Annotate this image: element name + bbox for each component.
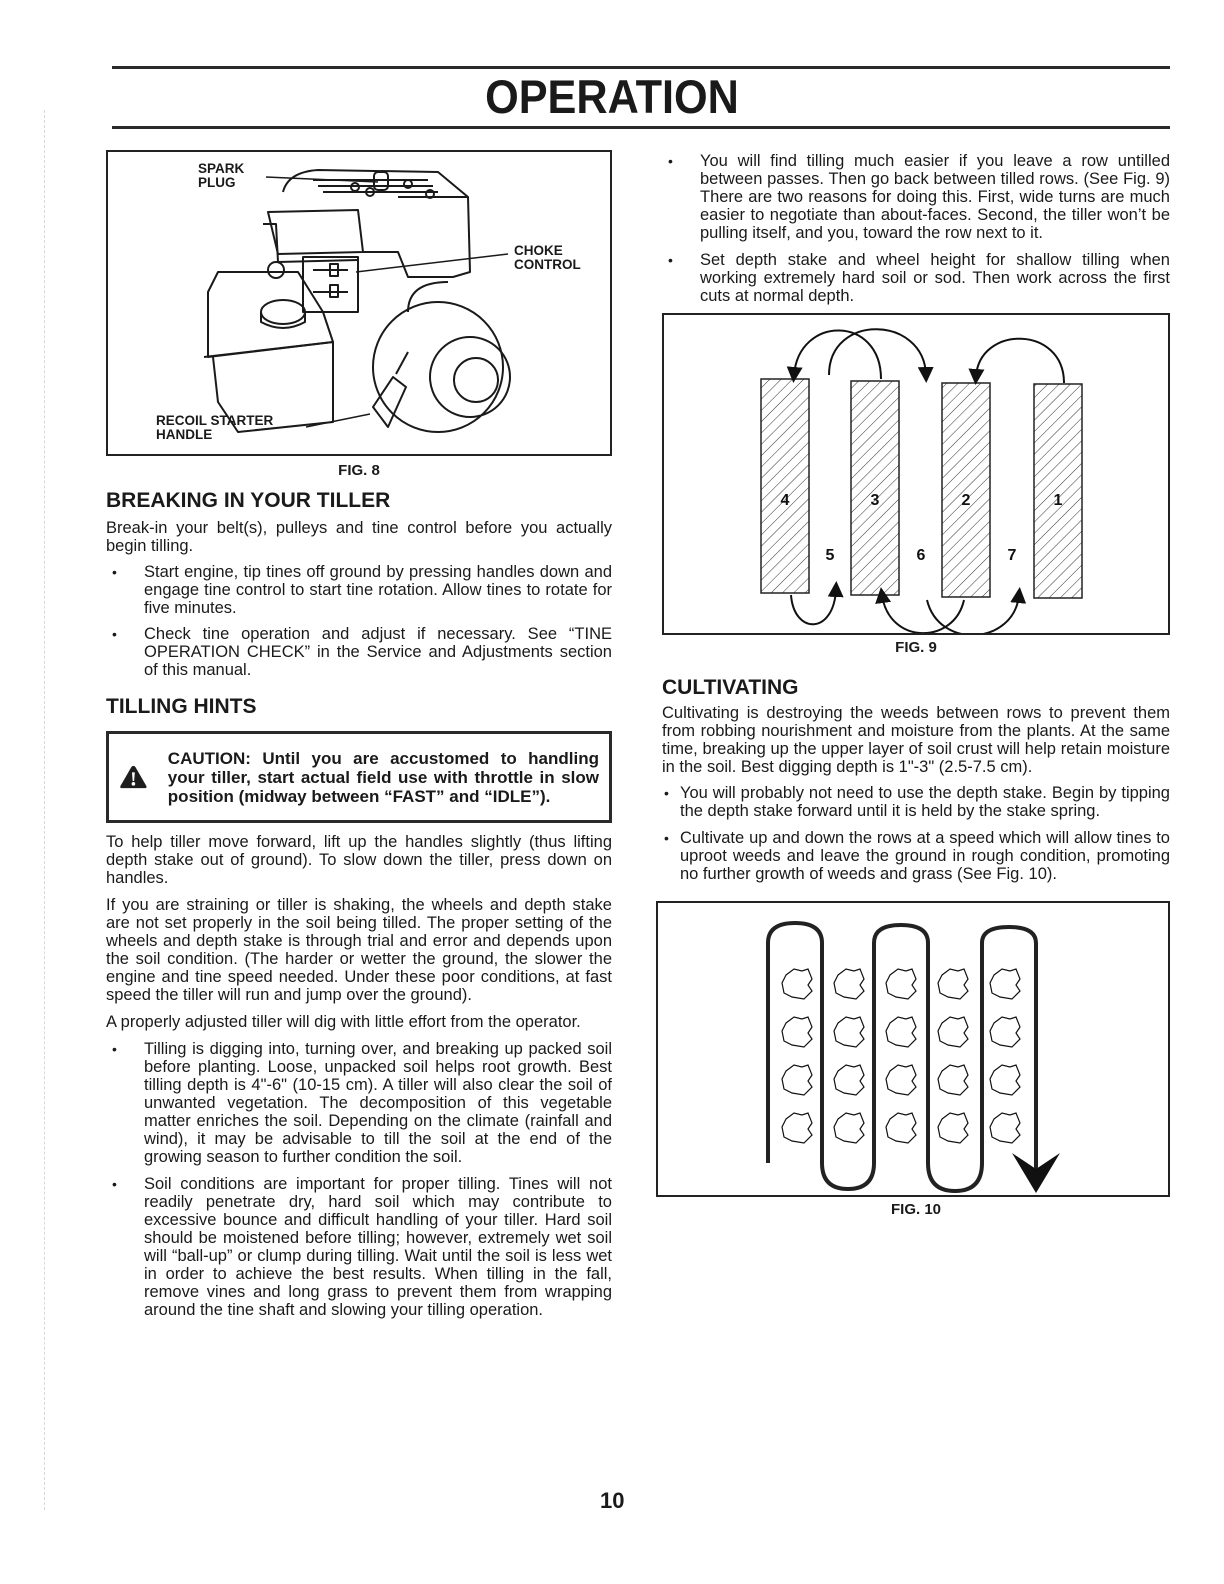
page-number: 10 <box>600 1488 625 1513</box>
figure-9-caption: FIG. 9 <box>895 639 937 656</box>
label-recoil-starter-handle: RECOIL STARTER HANDLE <box>156 413 274 442</box>
bullet-icon: • <box>112 1041 117 1057</box>
svg-text:1: 1 <box>1053 492 1063 509</box>
svg-text:7: 7 <box>1007 547 1017 564</box>
svg-text:2: 2 <box>961 492 971 509</box>
right-column <box>662 150 1170 1218</box>
list-item: • Cultivate up and down the rows at a speed which will allow tines to uproot weeds and leave the ground in rough condition, promoting no further growth of weeds and grass (See Fig. 10). <box>664 829 1170 883</box>
svg-text:5: 5 <box>825 547 835 564</box>
bullet-icon: • <box>668 252 673 268</box>
tilling-paragraph-2: If you are straining or tiller is shaking, the wheels and depth stake are not set properly in the soil being tilled. The proper setting of the wheels and depth stake is through trial and error and depends upon the soil condition. (The harder or wetter the ground, the slower the engine and tine speed needed. Under these poor conditions, at fast speed the tiller will run and jump over the ground). <box>106 896 612 1004</box>
page-title: OPERATION <box>485 70 739 123</box>
caution-box <box>106 731 612 823</box>
figure-8-caption: FIG. 8 <box>338 462 380 479</box>
list-item: • Set depth stake and wheel height for shallow tilling when working extremely hard soil or sod. Then work across the first cuts at normal depth. <box>668 251 1170 305</box>
bullet-icon: • <box>112 626 117 642</box>
svg-text:4: 4 <box>780 492 790 509</box>
bullet-icon: • <box>112 1176 117 1192</box>
cultivating-path-diagram-icon <box>658 903 1168 1195</box>
label-choke-control: CHOKE CONTROL <box>514 243 581 272</box>
cultivating-list <box>662 784 1170 883</box>
left-column <box>106 150 612 1319</box>
tilling-hints-heading: TILLING HINTS <box>106 695 257 718</box>
header-rule-bottom <box>112 126 1170 129</box>
figure-10-cultivating-path <box>656 901 1170 1197</box>
bullet-icon: • <box>668 153 673 169</box>
list-item: • Check tine operation and adjust if necessary. See “TINE OPERATION CHECK” in the Service and Adjustments section of this manual. <box>112 625 612 679</box>
bullet-icon: • <box>664 830 669 846</box>
label-spark-plug: SPARK PLUG <box>198 161 245 190</box>
tilling-hints-continued-list <box>662 152 1170 305</box>
tilling-paragraph-3: A properly adjusted tiller will dig with little effort from the operator. <box>106 1013 581 1031</box>
scan-margin-line <box>44 110 45 1510</box>
breaking-in-heading: BREAKING IN YOUR TILLER <box>106 489 391 512</box>
list-item: • Start engine, tip tines off ground by pressing handles down and engage tine control to start tine rotation. Allow tines to rotate for five minutes. <box>112 563 612 617</box>
list-item: • Soil conditions are important for proper tilling. Tines will not readily penetrate dry, hard soil which may contribute to excessive bounce and difficult handling of your tiller. Hard soil should be moistened before tilling; however, extremely wet soil will “ball-up” or clump during tilling. Wait until the soil is less wet in order to achieve the best results. When tilling in the fall, remove vines and long grass to prevent them from wrapping around the tine shaft and slowing your tilling operation. <box>112 1175 612 1319</box>
bullet-icon: • <box>112 564 117 580</box>
list-item: • You will probably not need to use the depth stake. Begin by tipping the depth stake forward until it is held by the stake spring. <box>664 784 1170 820</box>
cultivating-heading: CULTIVATING <box>662 676 799 699</box>
engine-illustration-icon <box>108 152 610 454</box>
caution-text: CAUTION: Until you are accustomed to handling your tiller, start actual field use with throttle in slow position (midway between “FAST” and “IDLE”). <box>167 748 599 806</box>
list-item: • Tilling is digging into, turning over, and breaking up packed soil before planting. Loose, unpacked soil helps root growth. Best tilling depth is 4"-6" (10-15 cm). A tiller will also clear the soil of unwanted vegetation. The decomposition of this vegetable matter enriches the soil. Depending on the climate (rainfall and wind), it may be advisable to till the soil at the end of the growing season to further condition the soil. <box>112 1040 612 1166</box>
breaking-in-intro: Break-in your belt(s), pulleys and tine control before you actually begin tilling. <box>106 519 612 555</box>
bullet-icon: • <box>664 785 669 801</box>
tilling-paragraph-1: To help tiller move forward, lift up the handles slightly (thus lifting depth stake out of ground). To slow down the tiller, press down on handles. <box>106 833 612 887</box>
svg-text:6: 6 <box>916 547 926 564</box>
tilling-row-diagram-icon <box>664 315 1168 633</box>
breaking-in-list <box>106 563 612 679</box>
figure-9-row-pattern <box>662 313 1170 635</box>
svg-text:3: 3 <box>870 492 880 509</box>
list-item: • You will find tilling much easier if you leave a row untilled between passes. Then go back between tilled rows. (See Fig. 9) There are two reasons for doing this. First, wide turns are much easier to negotiate than about-faces. Second, the tiller won’t be pulling itself, and you, toward the row next to it. <box>668 152 1170 242</box>
cultivating-intro: Cultivating is destroying the weeds between rows to prevent them from robbing nourishment and moisture from the plants. At the same time, breaking up the upper layer of soil crust will help retain moisture in the soil. Best digging depth is 1"-3" (2.5-7.5 cm). <box>662 704 1170 776</box>
header-rule-top <box>112 66 1170 69</box>
figure-10-caption: FIG. 10 <box>890 1201 942 1218</box>
tilling-list <box>106 1040 612 1319</box>
warning-triangle-icon <box>119 742 148 812</box>
figure-8-engine <box>106 150 612 456</box>
